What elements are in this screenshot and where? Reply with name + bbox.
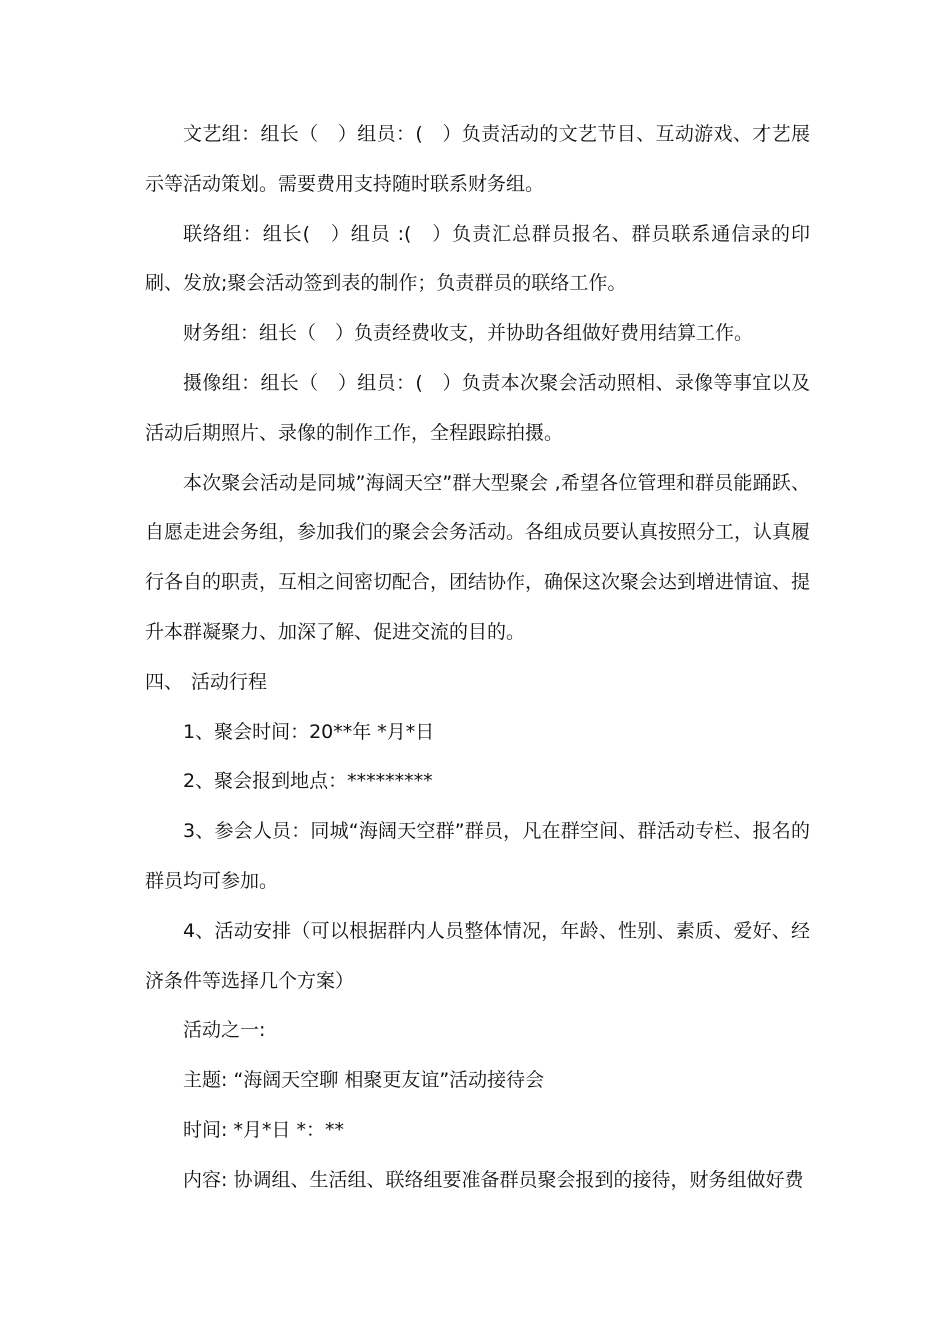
activity-one-label: 活动之一:: [183, 1019, 266, 1042]
section-title: 活动行程: [191, 670, 268, 693]
list-item-time: 1、聚会时间：20**年 *月*日: [183, 720, 435, 743]
section-number: 四、: [145, 670, 184, 693]
list-item-location: 2、聚会报到地点：*********: [183, 770, 433, 793]
list-item-participants: 3、参会人员：同城“海阔天空群”群员，凡在群空间、群活动专栏、报名的群员均可参加。: [145, 820, 810, 892]
list-item-arrangement: 4、活动安排（可以根据群内人员整体情况，年龄、性别、素质、爱好、经济条件等选择几个方案）: [145, 919, 810, 992]
paragraph-finance-group: 财务组：组长（ ）负责经费收支，并协助各组做好费用结算工作。: [183, 322, 754, 345]
paragraph-arts-group: 文艺组：组长（ ）组员：( ）负责活动的文艺节目、互动游戏、才艺展示等活动策划。需要费用支持随时联系财务组。: [145, 123, 810, 195]
paragraph-summary: 本次聚会活动是同城”海阔天空”群大型聚会 ,希望各位管理和群员能踊跃、自愿走进会务组，参加我们的聚会会务活动。各组成员要认真按照分工，认真履行各自的职责，互相之间密切配合，团结协作，确保这次聚会达到增进情谊、提升本群凝聚力、加深了解、促进交流的目的。: [145, 471, 811, 643]
activity-content: 内容: 协调组、生活组、联络组要准备群员聚会报到的接待，财务组做好费: [183, 1168, 804, 1191]
section-heading: [145, 658, 810, 708]
paragraph-photo-group: 摄像组：组长（ ）组员：( ）负责本次聚会活动照相、录像等事宜以及活动后期照片、录像的制作工作，全程跟踪拍摄。: [145, 371, 810, 444]
document-body: [145, 110, 810, 1206]
activity-theme: 主题: “海阔天空聊 相聚更友谊”活动接待会: [183, 1069, 545, 1092]
activity-time: 时间: *月*日 *：**: [183, 1118, 344, 1141]
paragraph-liaison-group: 联络组：组长( ）组员 :( ）负责汇总群员报名、群员联系通信录的印刷、发放;聚会活动签到表的制作；负责群员的联络工作。: [145, 222, 810, 295]
